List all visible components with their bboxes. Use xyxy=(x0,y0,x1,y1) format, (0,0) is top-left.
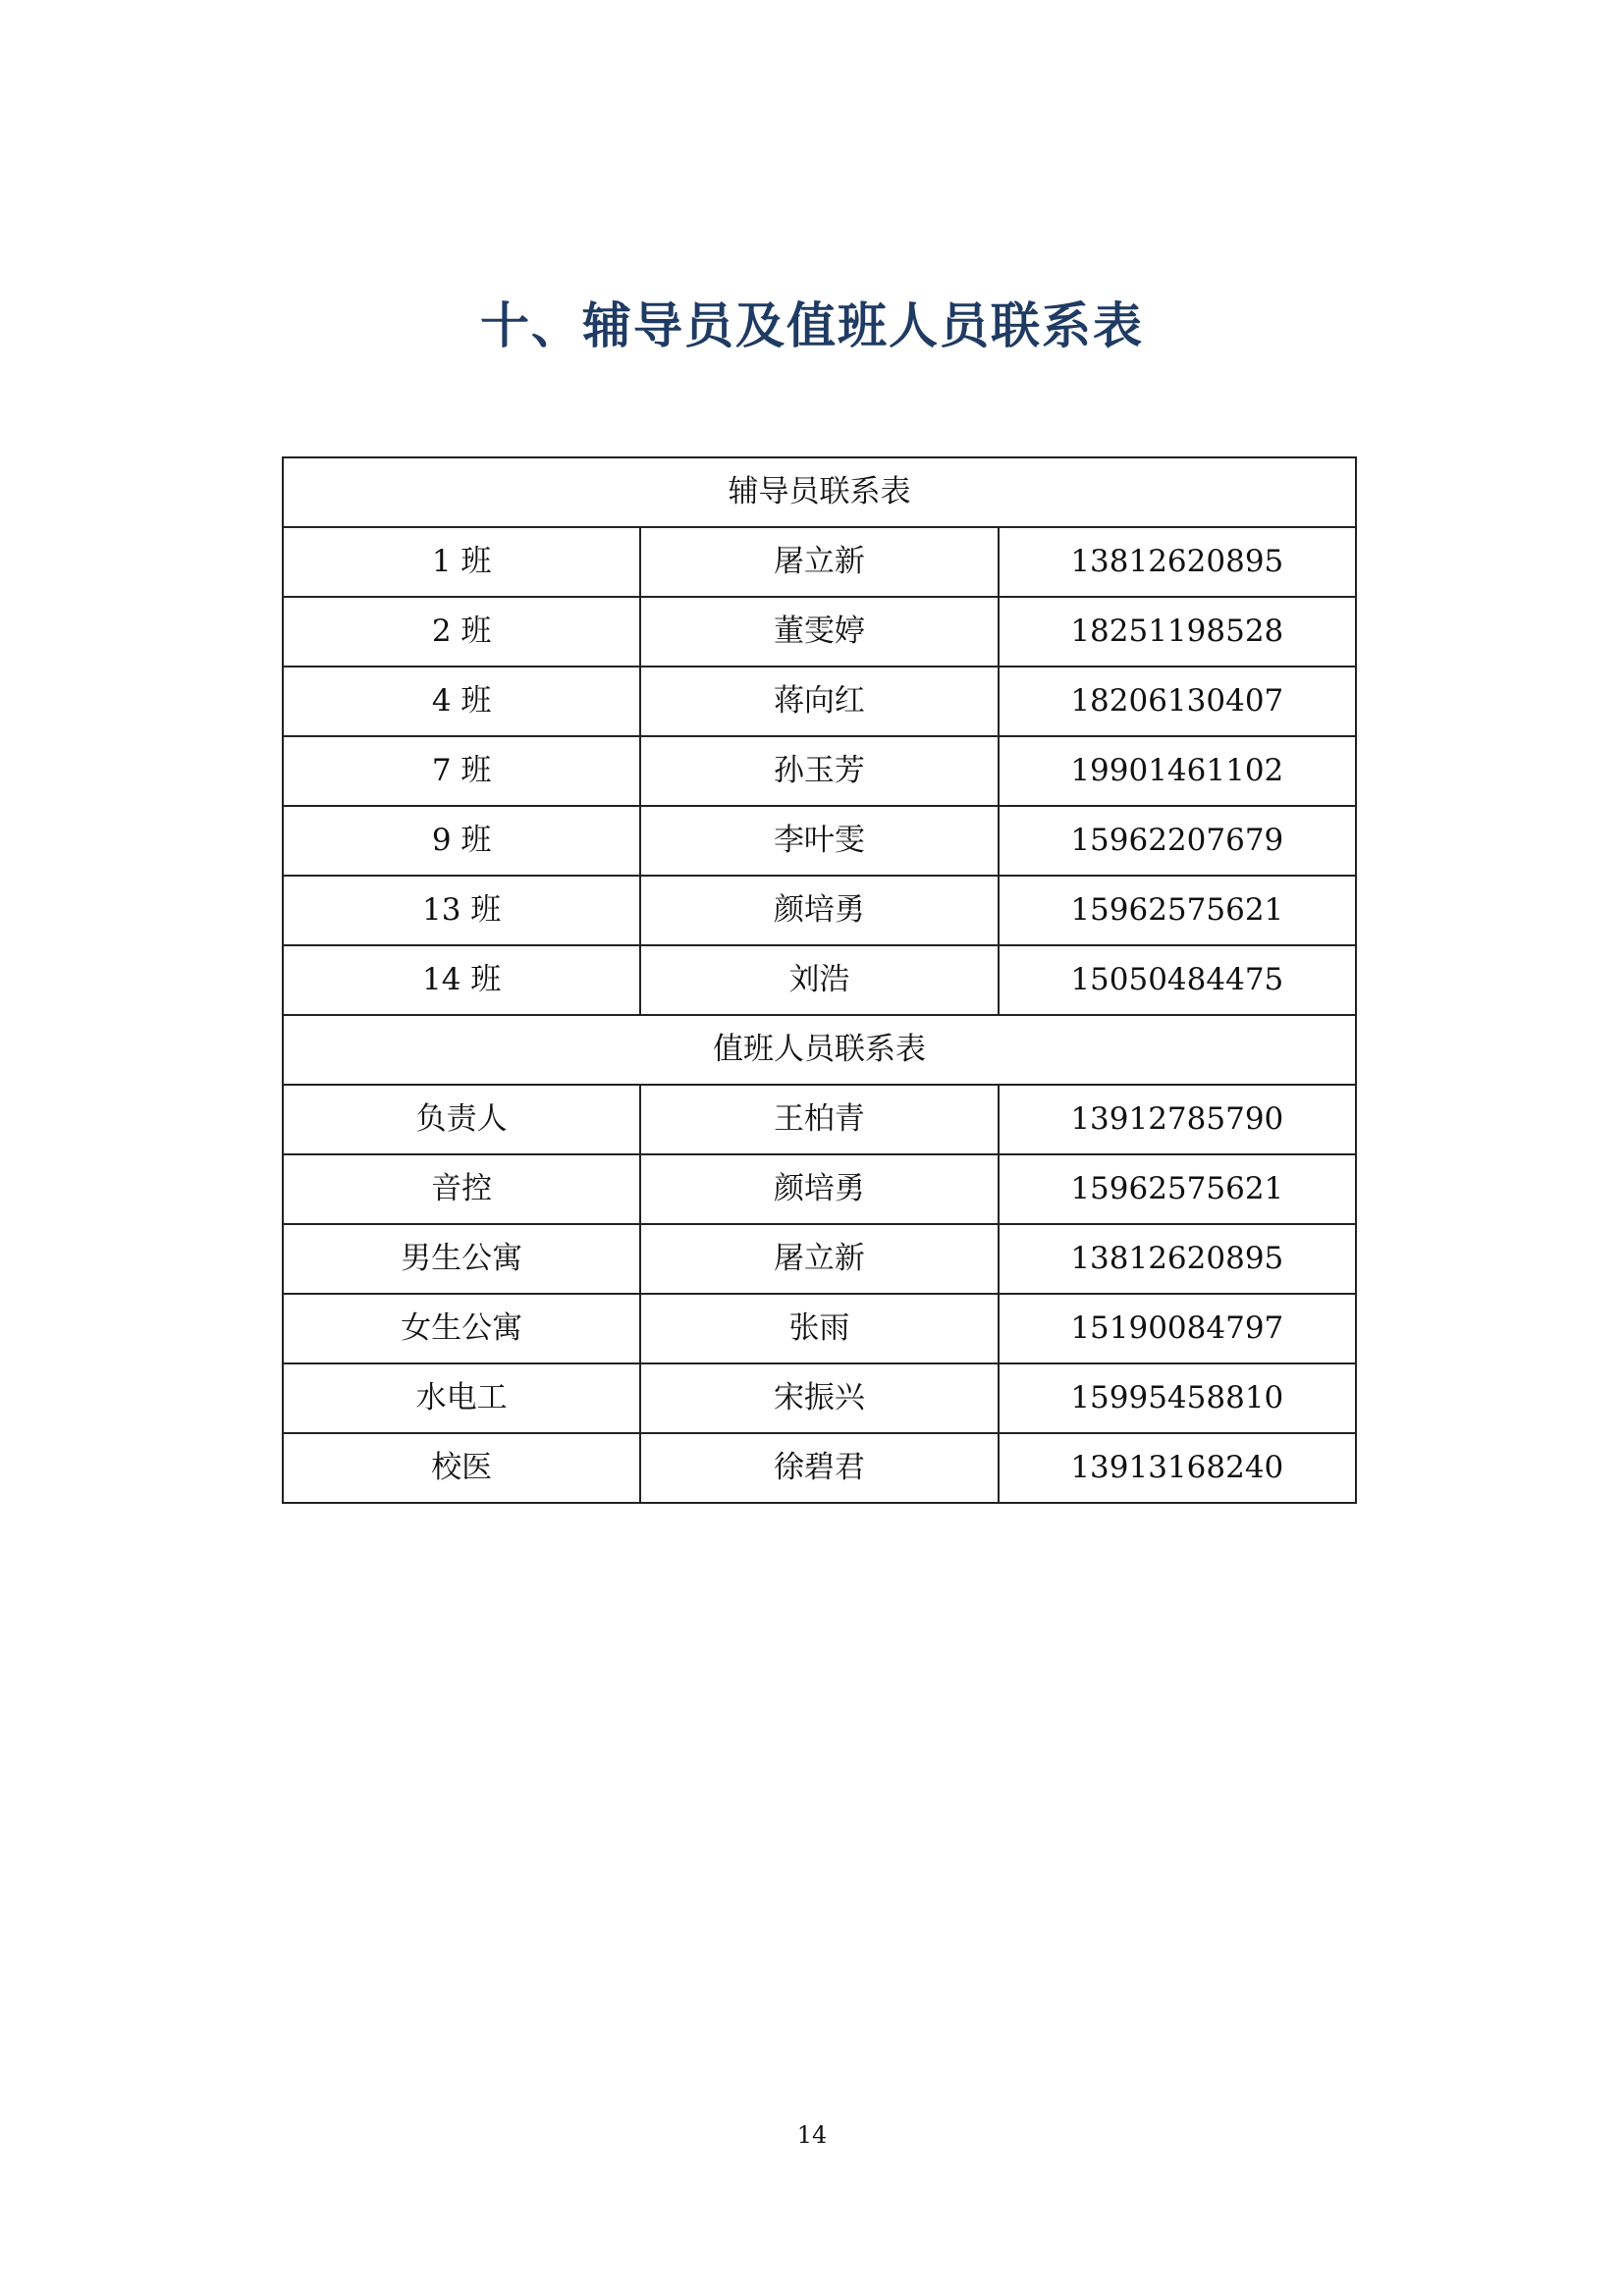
table-row xyxy=(283,876,1356,945)
name-cell: 徐碧君 xyxy=(640,1433,998,1503)
role-cell: 4 班 xyxy=(283,667,640,736)
phone-cell: 15190084797 xyxy=(999,1294,1356,1363)
contact-table xyxy=(282,456,1357,1504)
name-cell: 刘浩 xyxy=(640,945,998,1015)
table-row xyxy=(283,667,1356,736)
role-cell: 1 班 xyxy=(283,527,640,597)
phone-cell: 18251198528 xyxy=(999,597,1356,667)
table-row xyxy=(283,597,1356,667)
phone-cell: 15050484475 xyxy=(999,945,1356,1015)
role-cell: 7 班 xyxy=(283,736,640,806)
section-heading: 辅导员联系表 xyxy=(283,457,1356,527)
role-cell: 负责人 xyxy=(283,1085,640,1154)
name-cell: 孙玉芳 xyxy=(640,736,998,806)
phone-cell: 13812620895 xyxy=(999,1224,1356,1294)
table-row xyxy=(283,806,1356,876)
table-row xyxy=(283,1154,1356,1224)
role-cell: 男生公寓 xyxy=(283,1224,640,1294)
phone-cell: 15962575621 xyxy=(999,1154,1356,1224)
table-row xyxy=(283,1085,1356,1154)
role-cell: 女生公寓 xyxy=(283,1294,640,1363)
role-cell: 2 班 xyxy=(283,597,640,667)
phone-cell: 15962207679 xyxy=(999,806,1356,876)
name-cell: 蒋向红 xyxy=(640,667,998,736)
name-cell: 王柏青 xyxy=(640,1085,998,1154)
table-row xyxy=(283,527,1356,597)
role-cell: 14 班 xyxy=(283,945,640,1015)
phone-cell: 15995458810 xyxy=(999,1363,1356,1433)
phone-cell: 13913168240 xyxy=(999,1433,1356,1503)
phone-cell: 13812620895 xyxy=(999,527,1356,597)
page-number: 14 xyxy=(796,2121,828,2149)
role-cell: 水电工 xyxy=(283,1363,640,1433)
name-cell: 李叶雯 xyxy=(640,806,998,876)
table-row xyxy=(283,1224,1356,1294)
role-cell: 13 班 xyxy=(283,876,640,945)
page-title: 十、辅导员及值班人员联系表 xyxy=(480,297,1144,354)
name-cell: 宋振兴 xyxy=(640,1363,998,1433)
table-row xyxy=(283,1294,1356,1363)
table-row xyxy=(283,945,1356,1015)
phone-cell: 13912785790 xyxy=(999,1085,1356,1154)
section-heading-row xyxy=(283,457,1356,527)
role-cell: 校医 xyxy=(283,1433,640,1503)
phone-cell: 18206130407 xyxy=(999,667,1356,736)
name-cell: 张雨 xyxy=(640,1294,998,1363)
name-cell: 颜培勇 xyxy=(640,1154,998,1224)
name-cell: 董雯婷 xyxy=(640,597,998,667)
role-cell: 9 班 xyxy=(283,806,640,876)
phone-cell: 15962575621 xyxy=(999,876,1356,945)
section-heading-row xyxy=(283,1015,1356,1085)
section-heading: 值班人员联系表 xyxy=(283,1015,1356,1085)
phone-cell: 19901461102 xyxy=(999,736,1356,806)
name-cell: 屠立新 xyxy=(640,1224,998,1294)
table-row xyxy=(283,736,1356,806)
name-cell: 颜培勇 xyxy=(640,876,998,945)
table-row xyxy=(283,1363,1356,1433)
table-row xyxy=(283,1433,1356,1503)
name-cell: 屠立新 xyxy=(640,527,998,597)
role-cell: 音控 xyxy=(283,1154,640,1224)
